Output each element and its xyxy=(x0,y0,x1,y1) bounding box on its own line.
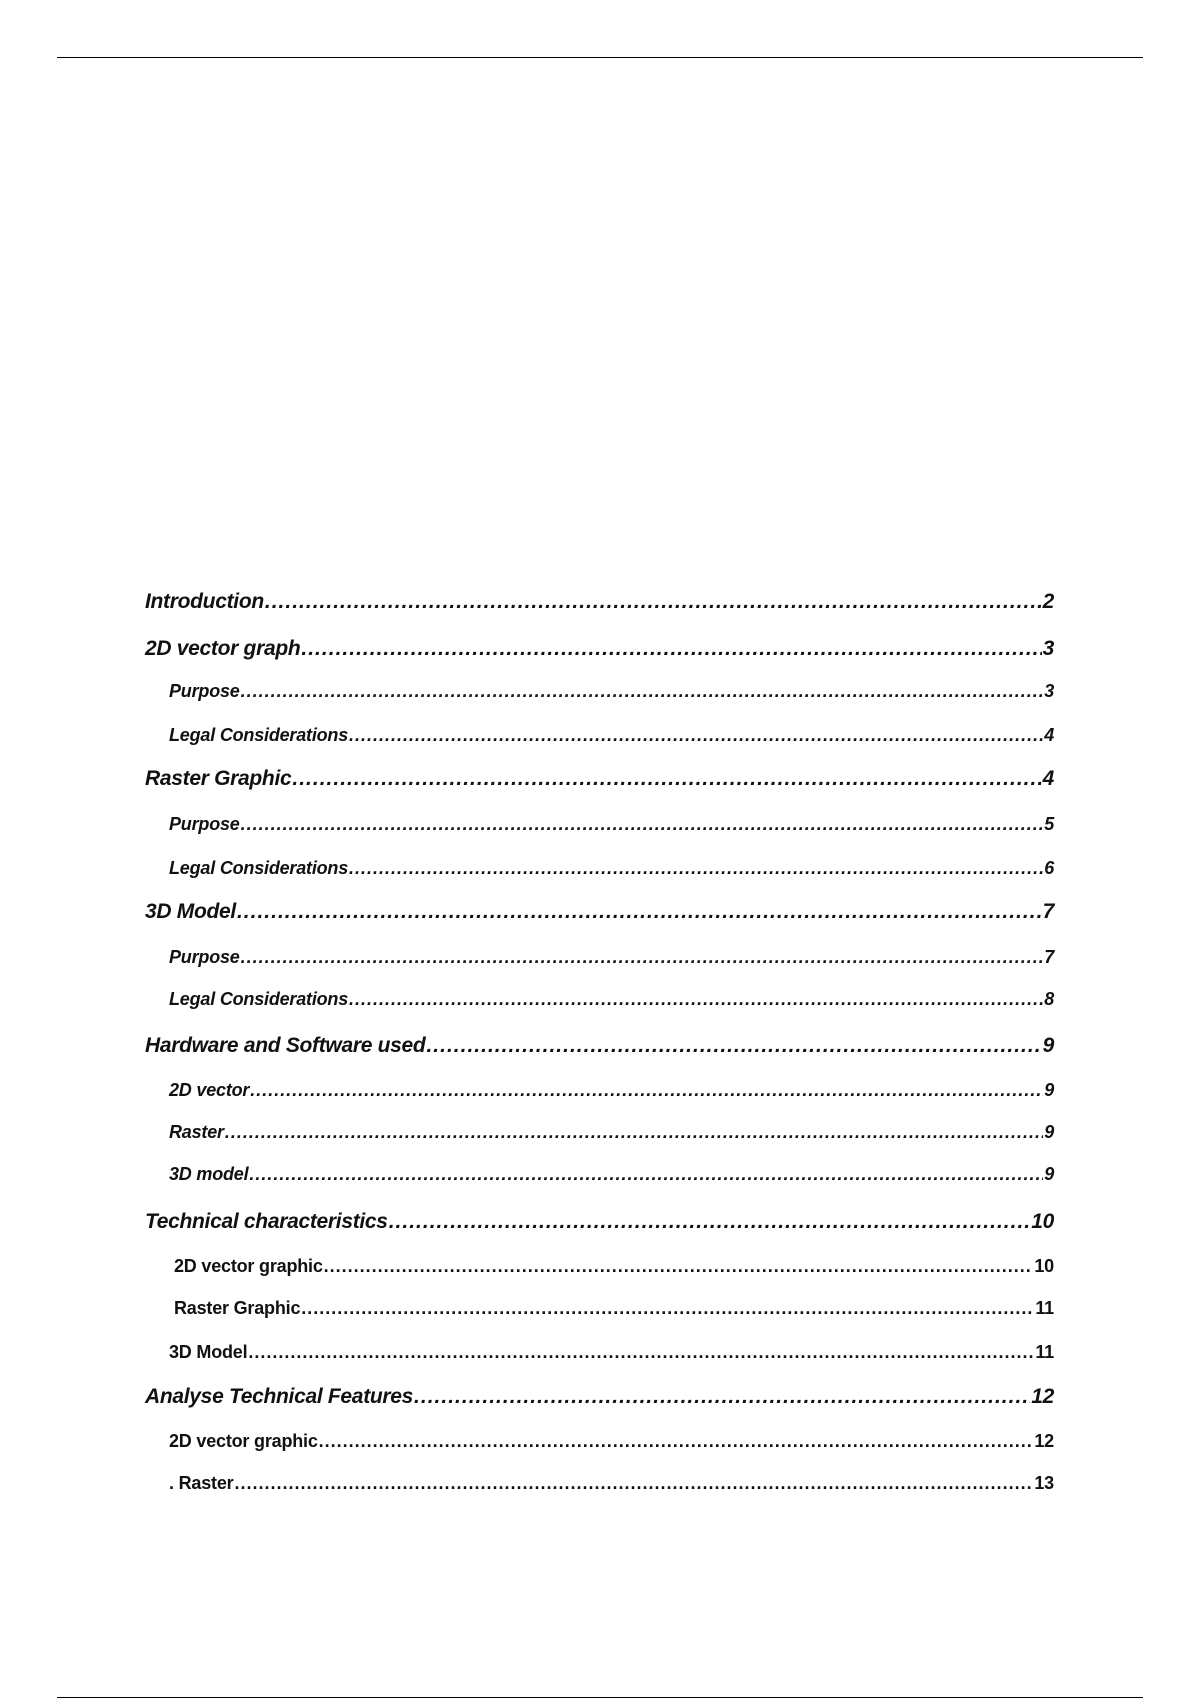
toc-dot-leader xyxy=(349,725,1043,746)
toc-entry-page: 7 xyxy=(1042,900,1054,923)
toc-entry-3d-model-sub[interactable] xyxy=(145,1164,1054,1185)
toc-entry-page: 10 xyxy=(1031,1210,1054,1233)
toc-entry-purpose[interactable] xyxy=(145,814,1054,835)
toc-entry-title: 2D vector graph xyxy=(145,637,301,660)
toc-dot-leader xyxy=(241,814,1044,835)
toc-entry-2d-vector[interactable] xyxy=(145,1080,1054,1101)
toc-dot-leader xyxy=(248,1342,1034,1363)
toc-dot-leader xyxy=(319,1431,1034,1452)
toc-entry-page: 6 xyxy=(1044,858,1054,878)
toc-entry-title: Purpose xyxy=(169,814,240,834)
toc-entry-title: 3D model xyxy=(169,1164,249,1184)
toc-entry-page: 5 xyxy=(1044,814,1054,834)
toc-entry-page: 13 xyxy=(1034,1473,1054,1493)
toc-entry-introduction[interactable] xyxy=(145,590,1054,614)
toc-entry-page: 9 xyxy=(1044,1122,1054,1142)
toc-entry-title: 3D Model xyxy=(169,1342,248,1362)
toc-entry-title: Hardware and Software used xyxy=(145,1034,426,1057)
toc-entry-2d-vector-graphic[interactable] xyxy=(145,1431,1054,1452)
toc-entry-page: 12 xyxy=(1031,1385,1054,1408)
toc-entry-page: 11 xyxy=(1035,1298,1054,1318)
toc-entry-title: Raster Graphic xyxy=(174,1298,301,1318)
toc-dot-leader xyxy=(301,637,1041,661)
toc-dot-leader xyxy=(241,947,1044,968)
toc-entry-2d-vector-graphic[interactable] xyxy=(145,1256,1054,1277)
toc-entry-legal-considerations[interactable] xyxy=(145,858,1054,879)
toc-entry-page: 4 xyxy=(1044,725,1054,745)
toc-entry-title: Purpose xyxy=(169,947,240,967)
toc-entry-page: 11 xyxy=(1035,1342,1054,1362)
toc-entry-page: 8 xyxy=(1044,989,1054,1009)
toc-dot-leader xyxy=(250,1080,1043,1101)
toc-entry-legal-considerations[interactable] xyxy=(145,725,1054,746)
toc-dot-leader xyxy=(249,1164,1043,1185)
toc-entry-legal-considerations[interactable] xyxy=(145,989,1054,1010)
toc-dot-leader xyxy=(301,1298,1034,1319)
toc-entry-hardware-and-software-used[interactable] xyxy=(145,1034,1054,1058)
toc-dot-leader xyxy=(349,858,1043,879)
toc-entry-raster-graphic[interactable] xyxy=(145,767,1054,791)
toc-entry-title: . Raster xyxy=(169,1473,234,1493)
toc-dot-leader xyxy=(349,989,1043,1010)
toc-dot-leader xyxy=(324,1256,1034,1277)
toc-entry-title: Legal Considerations xyxy=(169,725,349,745)
toc-dot-leader xyxy=(225,1122,1043,1143)
toc-dot-leader xyxy=(389,1210,1031,1234)
toc-entry-title: Introduction xyxy=(145,590,264,613)
toc-entry-purpose[interactable] xyxy=(145,681,1054,702)
header-rule xyxy=(57,57,1143,58)
toc-dot-leader xyxy=(292,767,1041,791)
toc-entry-page: 12 xyxy=(1034,1431,1054,1451)
toc-entry-title: 2D vector graphic xyxy=(174,1256,323,1276)
toc-entry-title: Legal Considerations xyxy=(169,989,349,1009)
toc-dot-leader xyxy=(237,900,1042,924)
toc-entry-technical-characteristics[interactable] xyxy=(145,1210,1054,1234)
toc-entry-title: 2D vector graphic xyxy=(169,1431,318,1451)
toc-dot-leader xyxy=(265,590,1042,614)
toc-entry-page: 3 xyxy=(1044,681,1054,701)
toc-dot-leader xyxy=(234,1473,1033,1494)
toc-entry-title: Raster xyxy=(169,1122,224,1142)
toc-entry-purpose[interactable] xyxy=(145,947,1054,968)
toc-entry-title: Legal Considerations xyxy=(169,858,349,878)
toc-entry-title: Purpose xyxy=(169,681,240,701)
toc-entry-page: 10 xyxy=(1034,1256,1054,1276)
toc-entry-3d-model[interactable] xyxy=(145,900,1054,924)
toc-entry-title: Analyse Technical Features xyxy=(145,1385,414,1408)
toc-dot-leader xyxy=(414,1385,1030,1409)
toc-entry-title: Raster Graphic xyxy=(145,767,292,790)
toc-entry-2d-vector-graph[interactable] xyxy=(145,637,1054,661)
toc-dot-leader xyxy=(426,1034,1041,1058)
toc-entry-title: Technical characteristics xyxy=(145,1210,388,1233)
toc-entry-3d-model-sub[interactable] xyxy=(145,1342,1054,1363)
toc-entry-raster[interactable] xyxy=(145,1122,1054,1143)
toc-entry-analyse-technical-features[interactable] xyxy=(145,1385,1054,1409)
toc-dot-leader xyxy=(241,681,1044,702)
toc-entry-page: 9 xyxy=(1044,1164,1054,1184)
toc-entry-title: 2D vector xyxy=(169,1080,250,1100)
toc-entry-title: 3D Model xyxy=(145,900,236,923)
toc-entry-raster-sub[interactable] xyxy=(145,1473,1054,1494)
toc-entry-page: 7 xyxy=(1044,947,1054,967)
footer-rule xyxy=(57,1697,1143,1698)
toc-entry-page: 2 xyxy=(1042,590,1054,613)
toc-entry-page: 3 xyxy=(1042,637,1054,660)
toc-entry-page: 9 xyxy=(1044,1080,1054,1100)
toc-entry-page: 9 xyxy=(1042,1034,1054,1057)
toc-entry-raster-graphic-sub[interactable] xyxy=(145,1298,1054,1319)
toc-entry-page: 4 xyxy=(1042,767,1054,790)
